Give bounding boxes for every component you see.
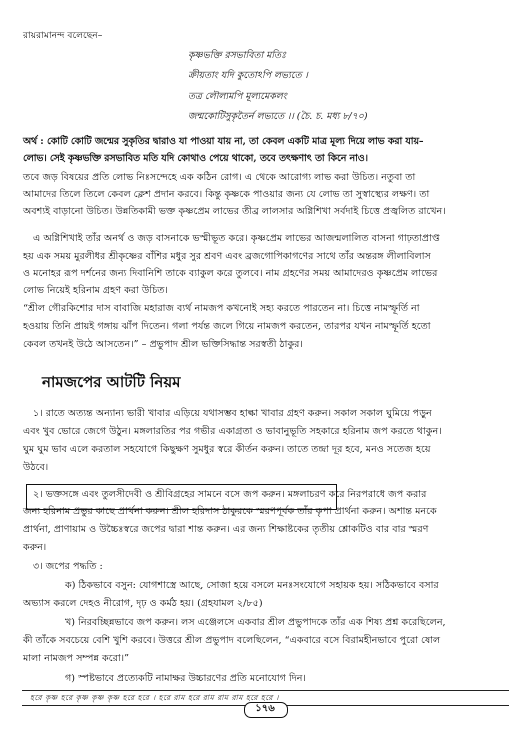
- sub-rule-line: গ) স্পষ্টভাবে প্রত্যেকটি নামাক্ষর উচ্চারণের প্রতি মনোযোগ দিন।: [65, 673, 306, 684]
- rule-line: ১। রাতে অত্যন্ত অন্যান্য ভারী খাবার এড়িয়ে যথাসম্ভব হাল্কা খাবার গ্রহণ করুন। সকাল সকাল ঘুমিয়ে পড়ুন: [33, 408, 432, 419]
- sub-rule-line: ক) ঠিকভাবে বসুন: যোগশাস্ত্রে আছে, সোজা হয়ে বসলে মনঃসংযোগে সহায়ক হয়। সঠিকভাবে বসার: [65, 580, 439, 591]
- section-heading: নামজপের আটটি নিয়ম: [42, 373, 181, 391]
- footer-mantra: হরে কৃষ্ণ হরে কৃষ্ণ কৃষ্ণ কৃষ্ণ হরে হরে । হরে রাম হরে রাম রাম রাম হরে হরে ।: [30, 693, 279, 702]
- verse-line: কৃষ্ণভক্তি রসভাবিতা মতিঃ: [188, 50, 287, 61]
- meaning-line: অর্থ : কোটি কোটি জন্মের সুকৃতির দ্বারাও যা পাওয়া যায় না, তা কেবল একটি মাত্র মূল্য দিয়ে লাভ করা যায়–: [23, 136, 424, 147]
- rule-line: ২। ভক্তসঙ্গে এবং তুলসীদেবী ও শ্রীবিগ্রহের সামনে বসে জপ করুন। মঙ্গলাচরণ করে নিরপরাধে জপ করার: [33, 489, 427, 500]
- quote-line: “শ্রীল গৌরকিশোর দাস বাবাজি মহারাজ ব্যর্থ নামজপ কখনোই সহ্য করতে পারতেন না। চিত্তে নামস্ফূর্তি না: [23, 303, 420, 314]
- paragraph-line: এ অগ্নিশিখাই তাঁর অনর্থ ও জড় বাসনাকে ভস্মীভূত করে। কৃষ্ণপ্রেম লাভের আজন্মলালিত বাসনা গাঢ়তাপ্রাপ্ত: [33, 233, 440, 244]
- paragraph-line: তবে জড় বিষয়ের প্রতি লোভ নিঃসন্দেহে এক কঠিন রোগ। এ থেকে আরোগ্য লাভ করা উচিত। নতুবা তা: [23, 172, 416, 183]
- paragraph-line: অবশ্যই বাড়ানো উচিত। উন্নতিকামী ভক্ত কৃষ্ণপ্রেম লাভের তীব্র লালসার অগ্নিশিখা সর্বদাই চিত্তে প্রজ্বলিত রাখেন।: [23, 206, 446, 217]
- rule-line: জন্য হরিনাম প্রভুর কাছে প্রার্থনা করুন। শ্রীল হরিদাস ঠাকুরকে স্মরণপূর্বক তাঁর কৃপা প্রার্থনা করুন। অশান্ত মনকে: [23, 506, 437, 517]
- paragraph-line: হয় এক সময় মুরলীধর শ্রীকৃষ্ণের বাঁশির মধুর সুর শ্রবণ এবং ব্রজগোপিকাগণের সাথে তাঁর অন্তরঙ্গ লীলাবিলাস: [23, 251, 431, 262]
- page-number: ১৭৬: [255, 703, 275, 714]
- quote-line: হওয়ায় তিনি প্রায়ই গঙ্গায় ঝাঁপ দিতেন। গলা পর্যন্ত জলে গিয়ে নামজপ করতেন, তারপর যখন নামস্ফূর্তি হতো: [23, 321, 431, 332]
- paragraph-line: আমাদের তিলে তিলে কেবল ক্লেশ প্রদান করবে। কিন্তু কৃষ্ণকে পাওয়ার জন্য যে লোভ তা সুস্বাস্থ্যের লক্ষণ। তা: [23, 189, 430, 200]
- rule-line: করুন।: [23, 542, 47, 553]
- sub-rule-line: কী তাঁকে সবচেয়ে বেশি খুশি করবে। উত্তরে শ্রীল প্রভুপাদ বলেছিলেন, “একবারে বসে বিরামহীনভাবে পুরো ষোল: [23, 635, 441, 646]
- rule-line: এবং খুব ভোরে জেগে উঠুন। মঙ্গলারতির পর গভীর একাগ্রতা ও ভাবানুভূতি সহকারে হরিনাম জপ করতে থাকুন।: [23, 426, 442, 437]
- speaker-line: রায়রামানন্দ বলেছেন–: [23, 30, 103, 41]
- verse-line: জন্মকোটিসুকৃতৈর্ন লভ্যতে ।। (চৈ. চ. মধ্য ৮/৭০): [188, 111, 368, 122]
- rule-line: ঘুম ঘুম ভাব এলে করতাল সহযোগে কিছুক্ষণ সুমধুর স্বরে কীর্তন করুন। তাতে তন্দ্রা দূর হবে, মনও সতেজ হয়ে: [23, 444, 431, 455]
- sub-rule-line: অভ্যাস করলে দেহও নীরোগ, দৃঢ় ও কর্মঠ হয়। (গ্রহযামল ২/৮৫): [23, 598, 263, 609]
- verse-line: তত্র লৌল্যমপি মূল্যমেকলং: [188, 91, 287, 102]
- rule-line: ৩। জপের পদ্ধতি :: [33, 561, 103, 572]
- sub-rule-line: মালা নামজপ সম্পন্ন করো।”: [23, 653, 130, 664]
- rule-line: প্রার্থনা, প্রাণায়াম ও উচ্চৈঃস্বরে জপের দ্বারা শান্ত করুন। এর জন্য শিক্ষাষ্টকের তৃতীয় শ্লোকটিও বার বার স্মরণ: [23, 524, 429, 535]
- footer-rule-top: [22, 690, 509, 691]
- rule-line: উঠবে।: [23, 462, 49, 473]
- verse-line: ক্রীয়তাং যদি কুতোঽপি লভ্যতে ।: [188, 70, 308, 81]
- sub-rule-line: খ) নিরবচ্ছিন্নভাবে জপ করুন। লস এঞ্জেলসে একবার শ্রীল প্রভুপাদকে তাঁর এক শিষ্য প্রশ্ন করেছিলেন,: [65, 617, 446, 628]
- quote-line: কেবল তখনই উঠে আসতেন।” – প্রভুপাদ শ্রীল ভক্তিসিদ্ধান্ত সরস্বতী ঠাকুর।: [23, 339, 303, 350]
- paragraph-line: ও মনোহর রূপ দর্শনের জন্য দিবানিশি তাকে ব্যাকুল করে তুলবে। নাম গ্রহণের সময় আমাদেরও কৃষ্ণপ্রেম লাভের: [23, 268, 438, 279]
- paragraph-line: লোভ নিয়েই হরিনাম গ্রহণ করা উচিত।: [23, 285, 168, 296]
- meaning-line: লোভ। সেই কৃষ্ণভক্তি রসভাবিত মতি যদি কোথাও পেয়ে থাকো, তবে তৎক্ষণাৎ তা কিনে নাও।: [23, 153, 368, 164]
